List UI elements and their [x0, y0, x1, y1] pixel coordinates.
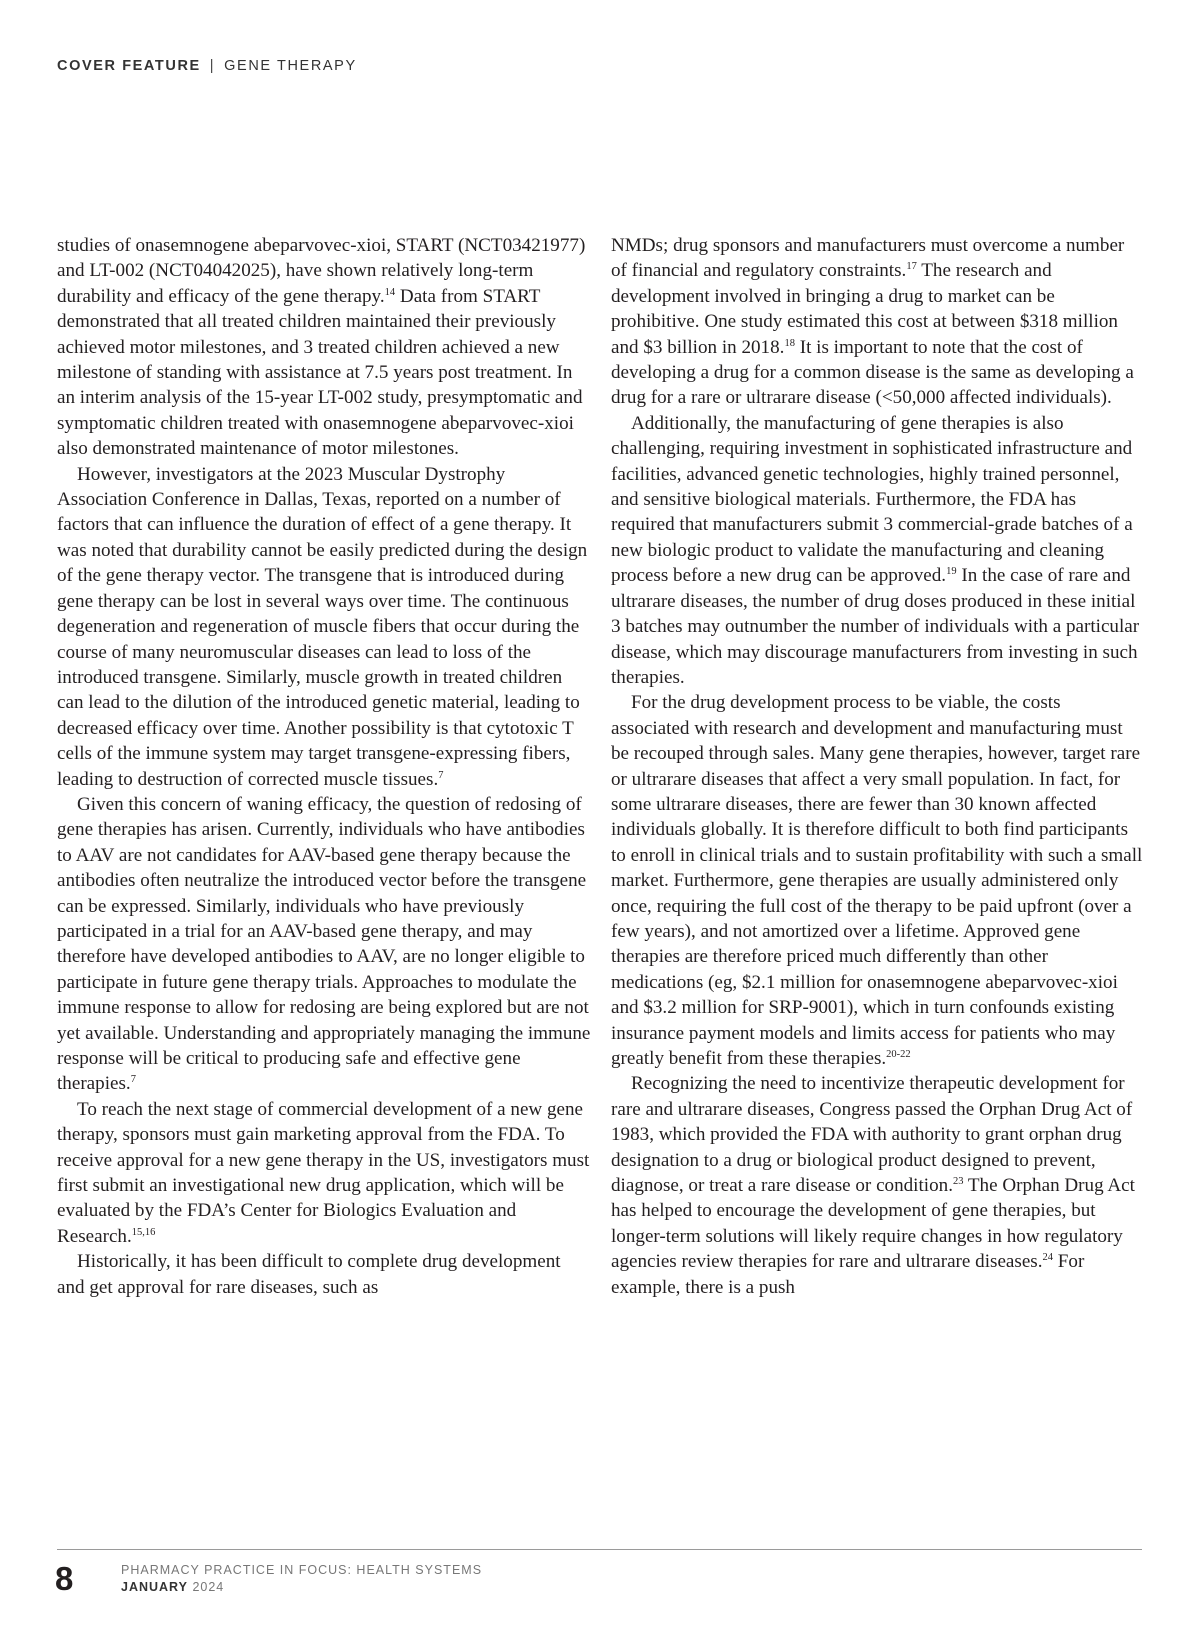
left-column [57, 233, 592, 1300]
reference-marker: 14 [384, 286, 396, 298]
paragraph: Historically, it has been difficult to complete drug development and get approval for rare diseases, such as [57, 1251, 561, 1298]
footer-divider [57, 1549, 1142, 1550]
paragraph: To reach the next stage of commercial development of a new gene therapy, sponsors must gain marketing approval from the FDA. To receive approval for a new gene therapy in the US, investigators must first submit an investigational new drug application, which will be evaluated by the FDA’s Center for Biologics Evaluation and Research.$^{15,16}$ [57, 1098, 590, 1247]
reference-marker: 23 [952, 1176, 964, 1188]
reference-marker: 7 [438, 769, 444, 781]
reference-marker: 15,16 [131, 1226, 156, 1238]
page-number: 8 [55, 1560, 74, 1597]
paragraph: For the drug development process to be viable, the costs associated with research and development and manufacturing must be recouped through sales. Many gene therapies, however, target rare or ultrarare diseases that affect a very small population. In fact, for some ultrarare diseases, there are fewer than 30 known affected individuals globally. It is therefore difficult to both find participants to enroll in clinical trials and to sustain profitability with such a small market. Furthermore, gene therapies are usually administered only once, requiring the full cost of the therapy to be paid upfront (over a few years), and not amortized over a lifetime. Approved gene therapies are therefore priced much differently than other medications (eg, $2.1 million for onasemnogene abeparvovec-xioi and $3.2 million for SRP-9001), which in turn confounds existing insurance payment models and limits access for patients who may greatly benefit from these therapies.$^{20-22}$ [611, 692, 1143, 1069]
reference-marker: 24 [1042, 1252, 1054, 1264]
header-separator: | [209, 58, 216, 74]
paragraph: However, investigators at the 2023 Muscular Dystrophy Association Conference in Dallas, Texas, reported on a number of factors that can influence the duration of effect of a gene therapy. It was noted that durability cannot be easily predicted during the design of the gene therapy vector. The transgene that is introduced during gene therapy can be lost in several ways over time. The continuous degeneration and regeneration of muscle fibers that occur during the course of many neuromuscular diseases can lead to loss of the introduced transgene. Similarly, muscle growth in treated children can lead to the dilution of the introduced genetic material, leading to decreased efficacy over time. Another possibility is that cytotoxic T cells of the immune system may target transgene-expressing fibers, leading to destruction of corrected muscle tissues.$^7$ [57, 463, 588, 790]
reference-marker: 19 [946, 566, 957, 578]
reference-marker: 7 [130, 1074, 136, 1086]
paragraph: Given this concern of waning efficacy, the question of redosing of gene therapies has arisen. Currently, individuals who have antibodies to AAV are not candidates for AAV-based gene therapy because the antibodies often neutralize the introduced vector before the transgene can be expressed. Similarly, individuals who have previously participated in a trial for an AAV-based gene therapy, and may therefore have developed antibodies to AAV, are no longer eligible to participate in future gene therapy trials. Approaches to modulate the immune response to allow for redosing are being explored but are not yet available. Understanding and appropriately managing the immune response will be critical to producing safe and effective gene therapies.$^7$ [57, 793, 591, 1095]
issue-date [121, 1580, 224, 1595]
reference-marker: 20-22 [886, 1049, 911, 1060]
topic-label: GENE THERAPY [224, 58, 357, 74]
paragraph: studies of onasemnogene abeparvovec-xioi, START (NCT03421977) and LT-002 (NCT04042025), have shown relatively long-term durability and efficacy of the gene therapy.$^{14}$ Data from START demonstrated that all treated children maintained their previously achieved motor milestones, and 3 treated children achieved a new milestone of standing with assistance at 7.5 years post treatment. In an interim analysis of the 15-year LT-002 study, presymptomatic and symptomatic children treated with onasemnogene abeparvovec-xioi also demonstrated maintenance of motor milestones. [57, 235, 586, 460]
running-head [57, 58, 357, 74]
issue-year: 2024 [192, 1580, 225, 1594]
section-label: COVER FEATURE [57, 58, 201, 74]
paragraph: Additionally, the manufacturing of gene therapies is also challenging, requiring investment in sophisticated infrastructure and facilities, advanced genetic technologies, highly trained personnel, and sensitive biological materials. Furthermore, the FDA has required that manufacturers submit 3 commercial-grade batches of a new biologic product to validate the manufacturing and cleaning process before a new drug can be approved.$^{19}$ In the case of rare and ultrarare diseases, the number of drug doses produced in these initial 3 batches may outnumber the number of individuals with a particular disease, which may discourage manufacturers from investing in such therapies. [611, 412, 1140, 688]
issue-month: JANUARY [121, 1580, 188, 1594]
reference-marker: 17 [906, 261, 917, 273]
right-column [611, 233, 1143, 1300]
publication-name: PHARMACY PRACTICE IN FOCUS: HEALTH SYSTEMS [121, 1563, 483, 1577]
paragraph: NMDs; drug sponsors and manufacturers must overcome a number of financial and regulatory constraints.$^{17}$ The research and development involved in bringing a drug to market can be prohibitive. One study estimated this cost at between $318 million and $3 billion in 2018.18 It is important to note that the cost of developing a drug for a common disease is the same as developing a drug for a rare or ultrarare disease (<50,000 affected individuals). [611, 235, 1134, 409]
reference-marker: 18 [784, 337, 795, 349]
paragraph: Recognizing the need to incentivize therapeutic development for rare and ultrarare diseases, Congress passed the Orphan Drug Act of 1983, which provided the FDA with authority to grant orphan drug designation to a drug or biological product designed to prevent, diagnose, or treat a rare disease or condition.$^{23}$ The Orphan Drug Act has helped to encourage the development of gene therapies, but longer-term solutions will likely require changes in how regulatory agencies review therapies for rare and ultrarare diseases.$^{24}$ For example, there is a push [611, 1073, 1135, 1298]
